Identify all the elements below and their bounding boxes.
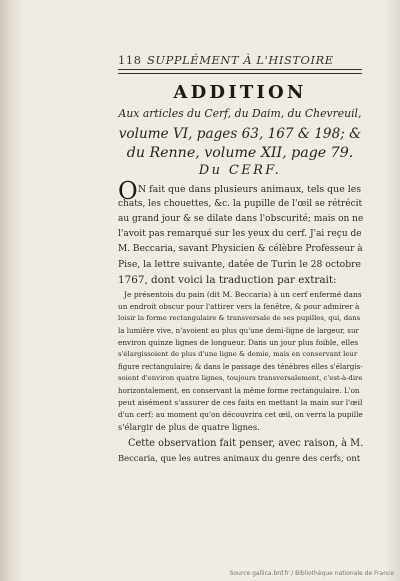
quote-line: loisir la forme rectangulaire & transversale de ses pupilles, qui, dans	[118, 314, 361, 322]
quote-line: d'un cerf; au moment qu'on découvrira cet œil, on verra la pupille	[118, 410, 363, 419]
paragraph-line: Cette observation fait penser, avec raison, à M.	[128, 438, 364, 449]
quote-line: peut aisément s'assurer de ces faits en mettant la main sur l'œil	[118, 398, 363, 407]
quote-line: horizontalement, en conservant la même forme rectangulaire. L'on	[118, 386, 360, 395]
quote-line: s'élargir de plus de quatre lignes.	[118, 422, 260, 432]
running-head	[118, 53, 362, 67]
quote-line: figure rectangulaire; & dans le passage des ténèbres elles s'élargis-	[118, 362, 363, 371]
paragraph-line: au grand jour & se dilate dans l'obscurité; mais on ne	[118, 214, 364, 224]
running-head-title: SUPPLÉMENT À L'HISTOIRE	[147, 53, 334, 67]
subtitle-line: Aux articles du Cerf, du Daim, du Chevreuil,	[118, 107, 362, 120]
quote-line: la lumière vive, n'avoient au plus qu'une demi-ligne de largeur, sur	[118, 326, 359, 335]
quote-line: un endroit obscur pour l'attirer vers la fenêtre, & pour admirer à	[118, 302, 360, 311]
quote-line: s'élargissoient de plus d'une ligne & demie, mais en conservant leur	[118, 350, 358, 358]
paragraph-line: l'avoit pas remarqué sur les yeux du cerf. J'ai reçu de	[118, 229, 362, 239]
quote-line: Je présentois du pain (dit M. Beccaria) à un cerf enfermé dans	[124, 290, 362, 299]
subtitle-line: volume VI, pages 63, 167 & 198; &	[118, 126, 362, 142]
section-title: Du CERF.	[198, 163, 282, 178]
paragraph-line: N fait que dans plusieurs animaux, tels que les	[138, 184, 362, 195]
paragraph-line: 1767, dont voici la traduction par extrait:	[118, 274, 337, 286]
chapter-title: ADDITION	[173, 82, 307, 103]
drop-cap: O	[118, 177, 138, 205]
paragraph-line: Pise, la lettre suivante, datée de Turin le 28 octobre	[118, 259, 361, 270]
page-number: 118	[118, 53, 142, 67]
paragraph-line: Beccaria, que les autres animaux du genre des cerfs, ont	[118, 453, 361, 463]
quote-line: environ quinze lignes de longueur. Dans un jour plus foible, elles	[118, 338, 359, 347]
paragraph-line: M. Beccaria, savant Physicien & célèbre Professeur à	[118, 244, 363, 254]
source-credit: Source gallica.bnf.fr / Bibliothèque nationale de France	[229, 570, 394, 577]
subtitle-line: du Renne, volume XII, page 79.	[126, 145, 354, 161]
header-double-rule	[118, 69, 362, 74]
quote-line: soient d'environ quatre lignes, toujours transversalement, c'est-à-dire	[118, 374, 363, 382]
paragraph-line: chats, les chouettes, &c. la pupille de l'œil se rétrécit	[118, 199, 363, 209]
